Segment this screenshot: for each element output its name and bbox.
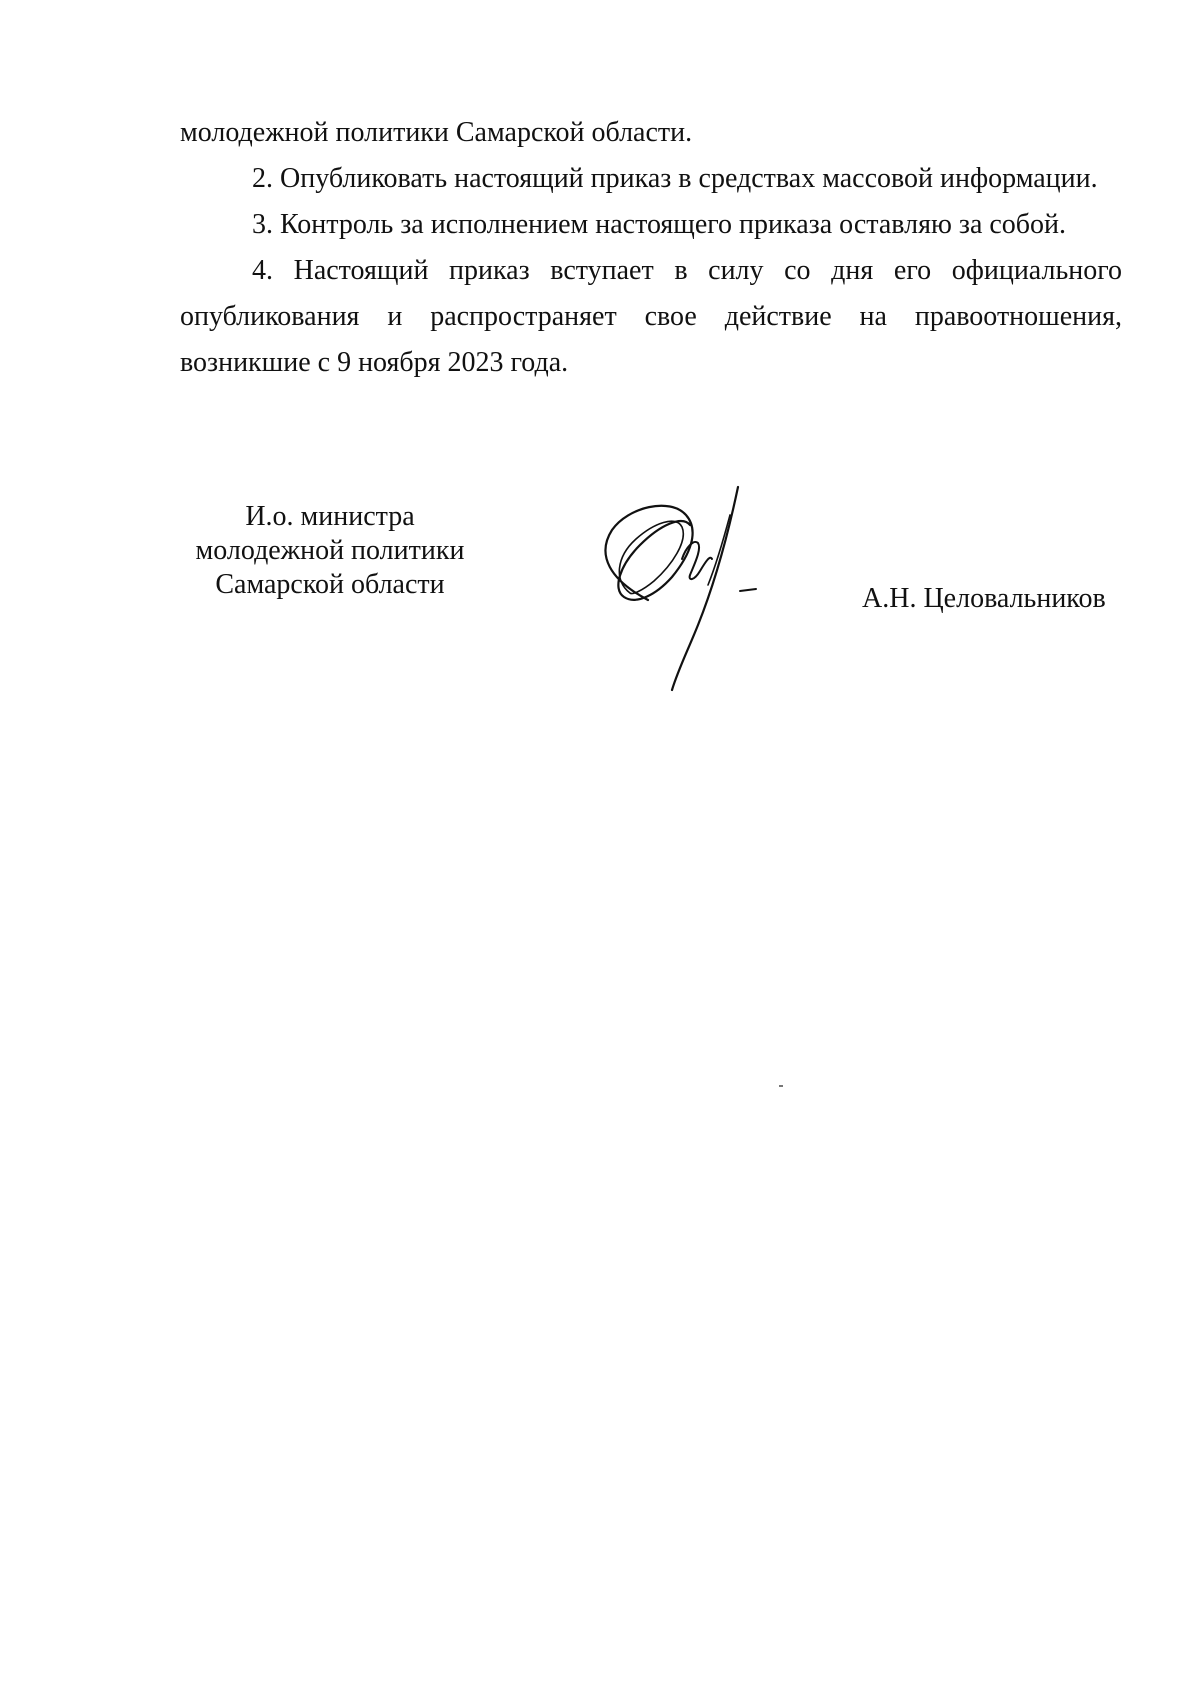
signatory-title-line: И.о. министра bbox=[245, 501, 415, 532]
signatory-title-line: Самарской области bbox=[215, 569, 445, 600]
signatory-title-line: молодежной политики bbox=[195, 535, 465, 566]
signatory-title bbox=[185, 500, 475, 602]
handwritten-signature-icon bbox=[590, 485, 790, 695]
scan-artifact bbox=[779, 1085, 783, 1087]
clause-3: 3. Контроль за исполнением настоящего приказа оставляю за собой. bbox=[252, 209, 1067, 240]
signature-block bbox=[0, 0, 1200, 700]
text-line-continuation: молодежной политики Самарской области. bbox=[180, 117, 693, 148]
clause-2: 2. Опубликовать настоящий приказ в средствах массовой информации. bbox=[252, 163, 1098, 194]
clause-4: 4. Настоящий приказ вступает в силу со дня его официального опубликования и распространяет свое действие на правоотношения, возникшие с 9 ноября 2023 года. bbox=[180, 255, 1122, 378]
signatory-name: А.Н. Целовальников bbox=[862, 583, 1106, 614]
